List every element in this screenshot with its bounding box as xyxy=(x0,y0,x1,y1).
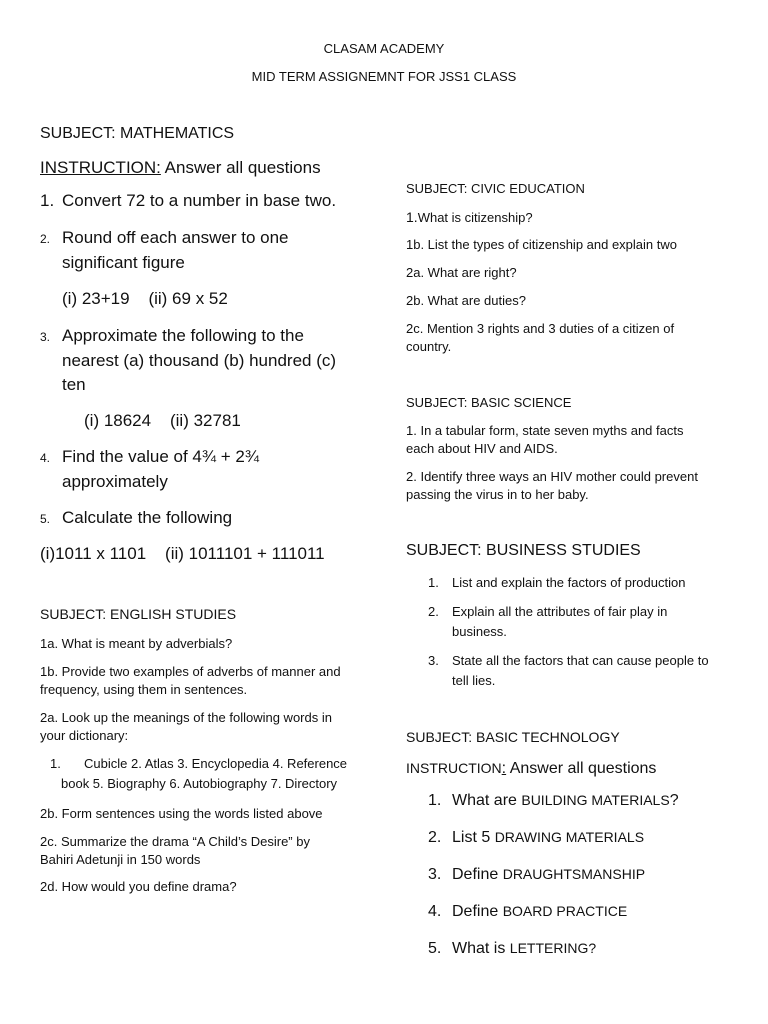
math-q2 xyxy=(40,226,289,275)
business-subject-name: BUSINESS STUDIES xyxy=(481,542,641,559)
english-q1b xyxy=(40,663,341,699)
english-subject-label: SUBJECT xyxy=(40,606,103,622)
english-q1a: 1a. What is meant by adverbials? xyxy=(40,636,233,651)
english-word-list-number: 1. xyxy=(50,756,61,771)
math-q3-parts: (i) 18624 (ii) 32781 xyxy=(84,411,241,430)
math-q1 xyxy=(40,189,336,213)
civic-q2a: 2a. What are right? xyxy=(406,265,517,280)
civic-q2c-line2: country. xyxy=(406,339,452,354)
math-q5-number: 5. xyxy=(40,512,51,526)
science-q2 xyxy=(406,468,698,504)
business-q3-number: 3. xyxy=(428,653,439,668)
business-q2-number: 2. xyxy=(428,604,439,619)
technology-subject-label: SUBJECT xyxy=(406,729,469,745)
english-subject-name: : ENGLISH STUDIES xyxy=(102,606,237,622)
technology-q4-number: 4. xyxy=(428,903,442,920)
english-q2c-line1: 2c. Summarize the drama “A Child’s Desire” by xyxy=(40,834,310,849)
civic-q2b: 2b. What are duties? xyxy=(406,293,526,308)
english-word-list xyxy=(50,755,347,793)
business-q3 xyxy=(428,652,709,690)
civic-q2c xyxy=(406,320,674,356)
math-q5 xyxy=(40,506,232,531)
technology-instruction xyxy=(406,760,656,778)
civic-subject: SUBJECT: CIVIC EDUCATION xyxy=(406,181,585,196)
technology-instruction-colon: : xyxy=(501,760,507,777)
civic-q1-text: What is citizenship? xyxy=(417,210,533,225)
business-q1-number: 1. xyxy=(428,575,439,590)
math-instruction-label: INSTRUCTION: xyxy=(40,158,161,177)
technology-q3-number: 3. xyxy=(428,866,442,883)
technology-q5-number: 5. xyxy=(428,940,442,957)
math-q5-text: Calculate the following xyxy=(62,508,233,527)
business-subject-label: SUBJECT: xyxy=(406,542,482,559)
business-q1-text: List and explain the factors of production xyxy=(452,575,686,590)
technology-q1-post: ? xyxy=(669,792,679,809)
math-q3-line2: nearest (a) thousand (b) hundred (c) xyxy=(62,351,337,370)
civic-q1-number: 1. xyxy=(406,209,418,225)
english-q2d: 2d. How would you define drama? xyxy=(40,879,237,894)
english-q2c xyxy=(40,833,310,869)
math-q3-line1: Approximate the following to the xyxy=(62,326,304,345)
business-q2-line1: Explain all the attributes of fair play in xyxy=(452,604,668,619)
technology-q5-term: LETTERING? xyxy=(509,940,597,956)
technology-q5 xyxy=(428,940,596,958)
science-q2-line2: passing the virus in to her baby. xyxy=(406,487,589,502)
english-q1b-line2: frequency, using them in sentences. xyxy=(40,682,248,697)
english-subject xyxy=(40,606,236,622)
technology-q2-term: DRAWING MATERIALS xyxy=(494,829,645,845)
math-q1-number: 1. xyxy=(40,191,55,210)
technology-q3-pre: Define xyxy=(452,866,503,883)
science-q2-line1: 2. Identify three ways an HIV mother could prevent xyxy=(406,469,698,484)
math-q2-parts: (i) 23+19 (ii) 69 x 52 xyxy=(62,289,228,308)
technology-q4-term: BOARD PRACTICE xyxy=(502,903,628,919)
math-q3 xyxy=(40,324,336,397)
business-q3-line2: tell lies. xyxy=(452,673,496,688)
english-q2a-line1: 2a. Look up the meanings of the following words in xyxy=(40,710,332,725)
page-title: MID TERM ASSIGNEMNT FOR JSS1 CLASS xyxy=(251,69,517,84)
technology-q5-pre: What is xyxy=(452,940,510,957)
technology-q1 xyxy=(428,792,679,810)
math-instruction-text: Answer all questions xyxy=(160,158,321,177)
math-q3-number: 3. xyxy=(40,330,51,344)
technology-q4-pre: Define xyxy=(452,903,503,920)
english-q2a-line2: your dictionary: xyxy=(40,728,129,743)
technology-q4 xyxy=(428,903,627,921)
technology-q3-term: DRAUGHTSMANSHIP xyxy=(502,866,646,882)
math-q2-line1: Round off each answer to one xyxy=(62,228,289,247)
math-q4-number: 4. xyxy=(40,451,51,465)
english-q2c-line2: Bahiri Adetunji in 150 words xyxy=(40,852,201,867)
civic-q1b: 1b. List the types of citizenship and explain two xyxy=(406,237,677,252)
math-instruction xyxy=(40,158,321,178)
technology-q2-pre: List 5 xyxy=(452,829,495,846)
technology-q1-number: 1. xyxy=(428,792,442,809)
business-q2 xyxy=(428,603,667,641)
technology-instruction-text: Answer all questions xyxy=(506,760,657,777)
english-word-list-line1: Cubicle 2. Atlas 3. Encyclopedia 4. Reference xyxy=(84,756,348,771)
technology-q1-term: BUILDING MATERIALS xyxy=(521,792,670,808)
technology-q1-pre: What are xyxy=(452,792,522,809)
civic-q2c-line1: 2c. Mention 3 rights and 3 duties of a citizen of xyxy=(406,321,675,336)
english-word-list-line2: book 5. Biography 6. Autobiography 7. Directory xyxy=(61,776,338,791)
math-q5-parts: (i)1011 x 1101 (ii) 1011101 + 111011 xyxy=(40,544,325,563)
math-q4 xyxy=(40,445,259,494)
english-q1b-line1: 1b. Provide two examples of adverbs of manner and xyxy=(40,664,341,679)
civic-q1 xyxy=(406,208,533,227)
business-subject xyxy=(406,542,641,560)
business-q3-line1: State all the factors that can cause people to xyxy=(452,653,709,668)
technology-q2 xyxy=(428,829,644,847)
technology-subject xyxy=(406,729,620,745)
english-q2b: 2b. Form sentences using the words listed above xyxy=(40,806,323,821)
school-name: CLASAM ACADEMY xyxy=(323,41,445,56)
science-q1-line1: 1. In a tabular form, state seven myths and facts xyxy=(406,423,684,438)
technology-subject-name: : BASIC TECHNOLOGY xyxy=(468,729,620,745)
math-q2-line2: significant figure xyxy=(62,253,185,272)
science-q1 xyxy=(406,422,683,458)
math-q4-line1: Find the value of 4¾ + 2¾ xyxy=(62,447,260,466)
math-q3-line3: ten xyxy=(62,375,86,394)
technology-instruction-label: INSTRUCTION xyxy=(406,760,502,776)
technology-q3 xyxy=(428,866,645,884)
business-q2-line2: business. xyxy=(452,624,507,639)
math-q2-number: 2. xyxy=(40,232,51,246)
math-q4-line2: approximately xyxy=(62,472,168,491)
business-q1 xyxy=(428,574,685,592)
technology-q2-number: 2. xyxy=(428,829,442,846)
math-subject: SUBJECT: MATHEMATICS xyxy=(40,125,235,142)
science-subject: SUBJECT: BASIC SCIENCE xyxy=(406,395,572,410)
math-q1-text: Convert 72 to a number in base two. xyxy=(62,191,337,210)
english-q2a xyxy=(40,709,332,745)
science-q1-line2: each about HIV and AIDS. xyxy=(406,441,558,456)
